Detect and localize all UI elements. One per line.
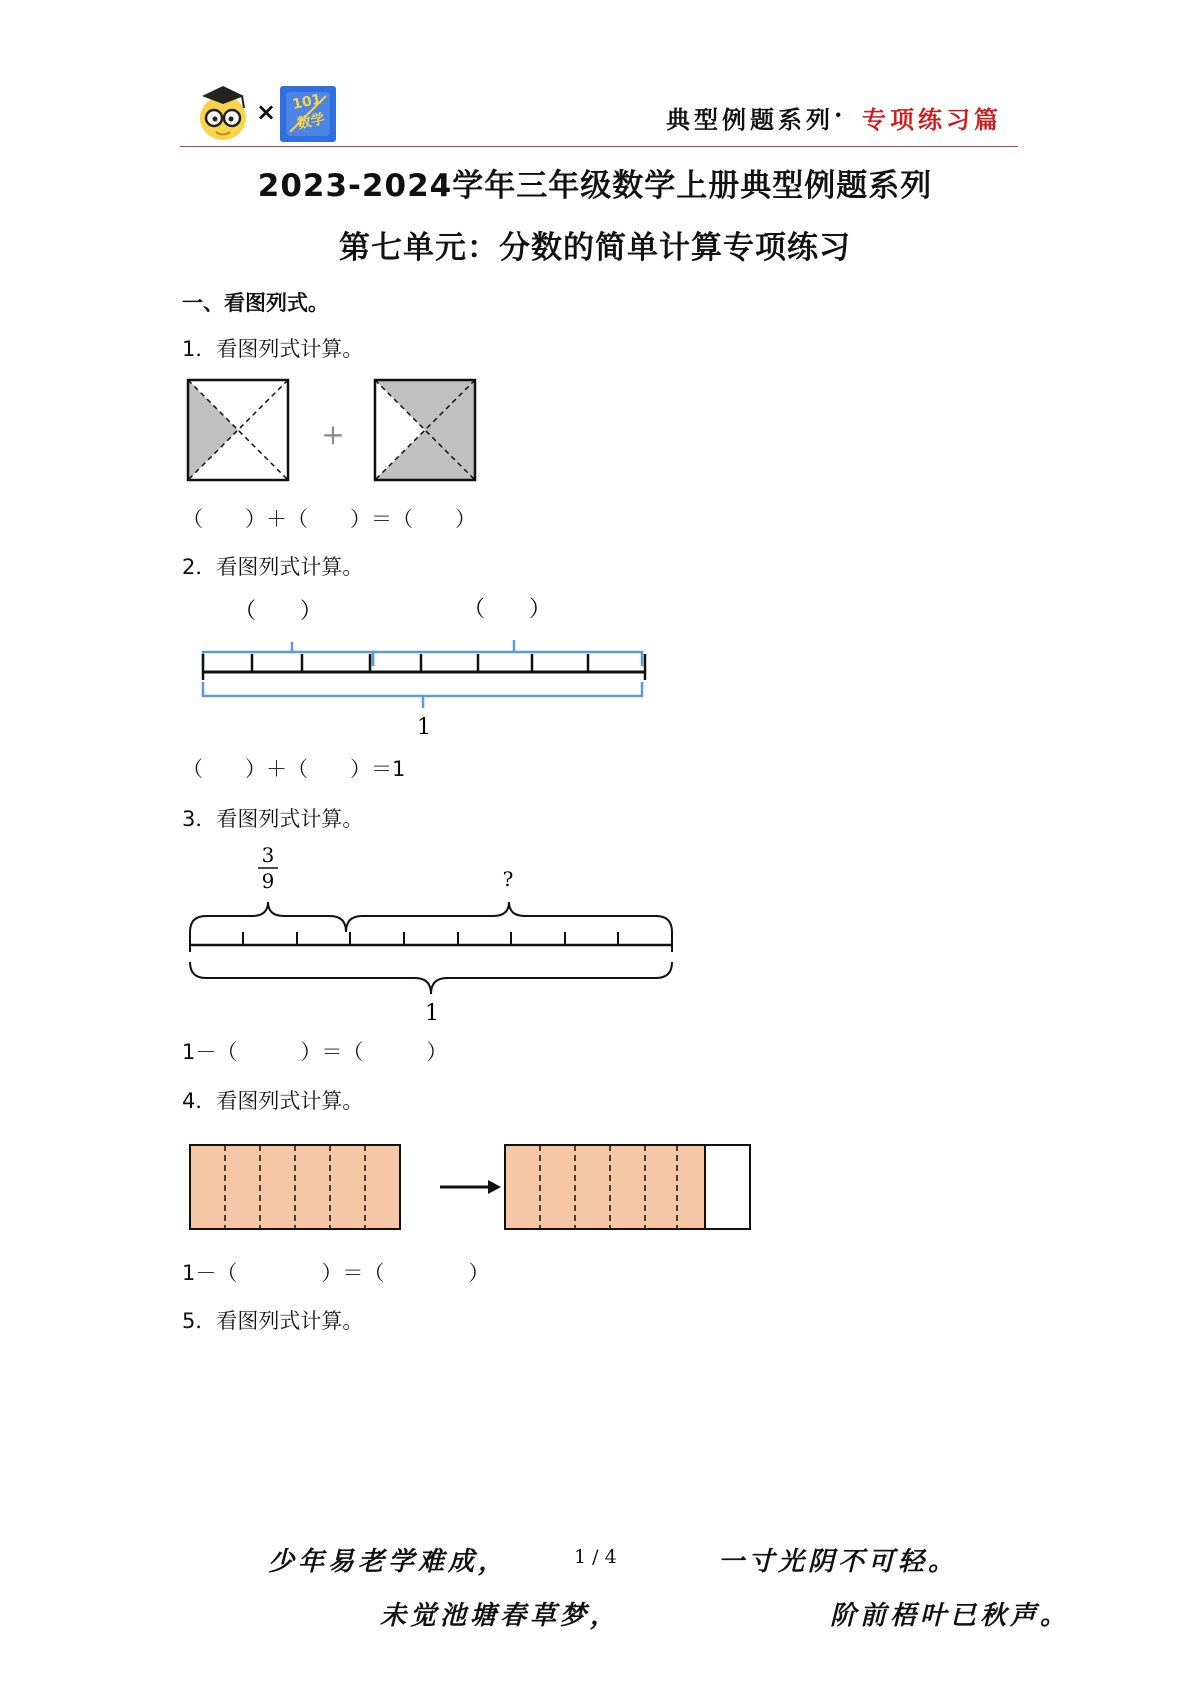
question-5-number: 5． (182, 1309, 217, 1333)
q2-brace-left (203, 642, 373, 666)
q1-square-right (375, 380, 475, 480)
question-1-prompt (182, 333, 363, 363)
question-1-number: 1． (182, 337, 217, 361)
question-1-figure (180, 372, 500, 492)
question-3-number: 3． (182, 807, 217, 831)
q3-question-mark: ? (502, 867, 514, 891)
q2-brace-bottom (203, 682, 642, 708)
q2-ticks (203, 654, 645, 680)
q4-arrow-icon (440, 1180, 501, 1194)
q3-brace-left (190, 902, 346, 932)
question-2-prompt (182, 551, 363, 581)
question-4-figure (185, 1140, 755, 1240)
question-4-equation: 1－（ ）＝（ ） (182, 1261, 490, 1285)
footer-poem-line-3: 未觉池塘春草梦， (380, 1601, 621, 1631)
question-4-text: 看图列式计算。 (216, 1089, 364, 1113)
math-101-logo-text: 101 数学 (290, 91, 327, 133)
question-3-figure (180, 840, 690, 1030)
q2-brace-right (373, 640, 642, 666)
q3-whole-label: 1 (425, 1001, 439, 1026)
question-3-prompt (182, 803, 363, 833)
question-1-text: 看图列式计算。 (216, 337, 364, 361)
question-4-prompt (182, 1085, 363, 1115)
q1-square-left (188, 380, 288, 480)
q3-brace-bottom (190, 962, 672, 994)
header-dot: · (834, 100, 847, 129)
footer-poem-line-4: 阶前梧叶已秋声。 (830, 1601, 1071, 1631)
logo-cross: × (256, 98, 277, 126)
header-series-red-label: 专项练习篇 (862, 105, 1002, 134)
math-101-logo (280, 86, 336, 142)
q3-ticks (190, 932, 672, 952)
header-series-label: 典型例题系列 (666, 105, 834, 134)
page-title: 2023-2024学年三年级数学上册典型例题系列 (257, 168, 933, 204)
q3-fraction-numerator: 3 (261, 843, 275, 867)
question-2-text: 看图列式计算。 (216, 555, 364, 579)
question-5-text: 看图列式计算。 (216, 1309, 364, 1333)
q2-top-label-right: （ ） (462, 597, 552, 622)
question-3-text: 看图列式计算。 (216, 807, 364, 831)
q4-bar-right (505, 1145, 750, 1229)
q4-bar-left (190, 1145, 400, 1229)
footer-poem-line-2: 一寸光阴不可轻。 (718, 1547, 959, 1577)
q3-fraction-denominator: 9 (261, 869, 275, 893)
page-number: 1 / 4 (574, 1546, 617, 1568)
question-2-equation: （ ）＋（ ）＝1 (182, 757, 406, 781)
header-divider (180, 146, 1018, 147)
question-3-equation: 1－（ ）＝（ ） (182, 1040, 448, 1064)
page-subtitle: 第七单元：分数的简单计算专项练习 (339, 230, 851, 266)
section-heading: 一、看图列式。 (182, 291, 329, 315)
question-1-equation: （ ）＋（ ）＝（ ） (182, 507, 476, 531)
q3-brace-right (346, 902, 672, 932)
question-4-number: 4． (182, 1089, 217, 1113)
footer-poem-line-1: 少年易老学难成， (268, 1547, 509, 1577)
question-5-prompt (182, 1305, 363, 1335)
question-2-figure (190, 592, 660, 742)
q2-top-label-left: （ ） (233, 599, 323, 624)
q1-plus-sign: + (321, 418, 345, 451)
question-2-number: 2． (182, 555, 217, 579)
q2-whole-label: 1 (417, 715, 431, 740)
